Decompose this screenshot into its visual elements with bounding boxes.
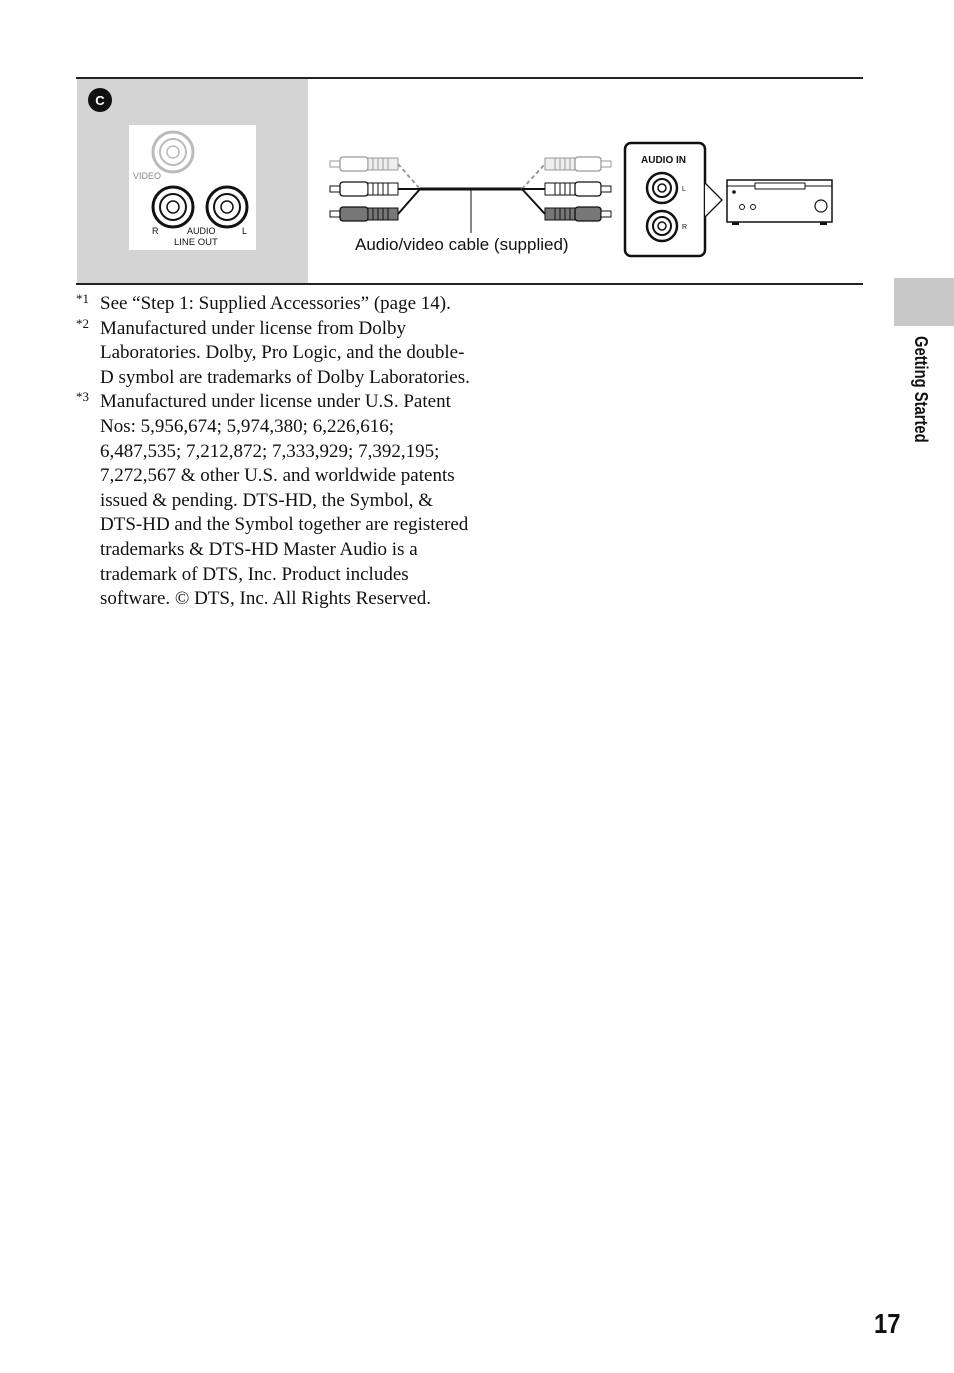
badge-label: C <box>95 93 105 108</box>
footnote-1 <box>76 292 476 317</box>
cable-label: Audio/video cable (supplied) <box>355 235 569 254</box>
footnote-2 <box>76 317 476 391</box>
footnote-mark: *2 <box>76 315 89 331</box>
line-out-jack-panel <box>129 125 256 250</box>
audio-in-title: AUDIO IN <box>641 155 686 166</box>
av-receiver-icon <box>727 180 832 225</box>
section-tab-marker <box>894 278 954 326</box>
page-number: 17 <box>874 1308 901 1339</box>
section-tab-label <box>913 336 937 496</box>
footnotes <box>76 292 476 612</box>
callout-pointer-icon <box>705 183 722 217</box>
footnote-mark: *3 <box>76 389 89 405</box>
right-plug-white-icon <box>545 182 611 196</box>
right-plug-red-icon <box>545 207 611 221</box>
audio-r-label: R <box>152 226 159 236</box>
audio-in-r-label: R <box>682 224 688 231</box>
line-out-label: LINE OUT <box>174 237 218 248</box>
left-plug-red-icon <box>330 207 398 221</box>
footnote-text: See “Step 1: Supplied Accessories” (page 14). <box>100 293 451 314</box>
audio-l-label: L <box>242 226 248 236</box>
footnote-text: Manufactured under license under U.S. Patent Nos: 5,956,674; 5,974,380; 6,226,616; 6,487,535; 7,212,872; 7,333,929; 7,392,195; 7,272,567 & other U.S. and worldwide patents issued & pending. DTS-HD, the Symbol, & DTS-HD and the Symbol together are registered trademarks & DTS-HD Master Audio is a trademark of DTS, Inc. Product includes software. © DTS, Inc. All Rights Reserved. <box>100 391 469 610</box>
right-plug-video-icon <box>545 157 611 171</box>
left-plug-white-icon <box>330 182 398 196</box>
footnote-3 <box>76 390 476 611</box>
badge-c-icon <box>88 88 112 112</box>
left-plug-video-icon <box>330 157 398 171</box>
connection-diagram <box>0 0 954 300</box>
audio-in-panel <box>625 143 705 256</box>
video-jack-label: VIDEO <box>133 171 162 181</box>
footnote-mark: *1 <box>76 291 89 306</box>
footnote-text: Manufactured under license from Dolby Laboratories. Dolby, Pro Logic, and the double-D symbol are trademarks of Dolby Laboratories. <box>100 317 470 388</box>
section-title: Getting Started <box>911 336 931 443</box>
audio-in-l-label: L <box>682 186 686 193</box>
av-cable-icon <box>398 164 545 233</box>
audio-label: AUDIO <box>187 226 216 236</box>
